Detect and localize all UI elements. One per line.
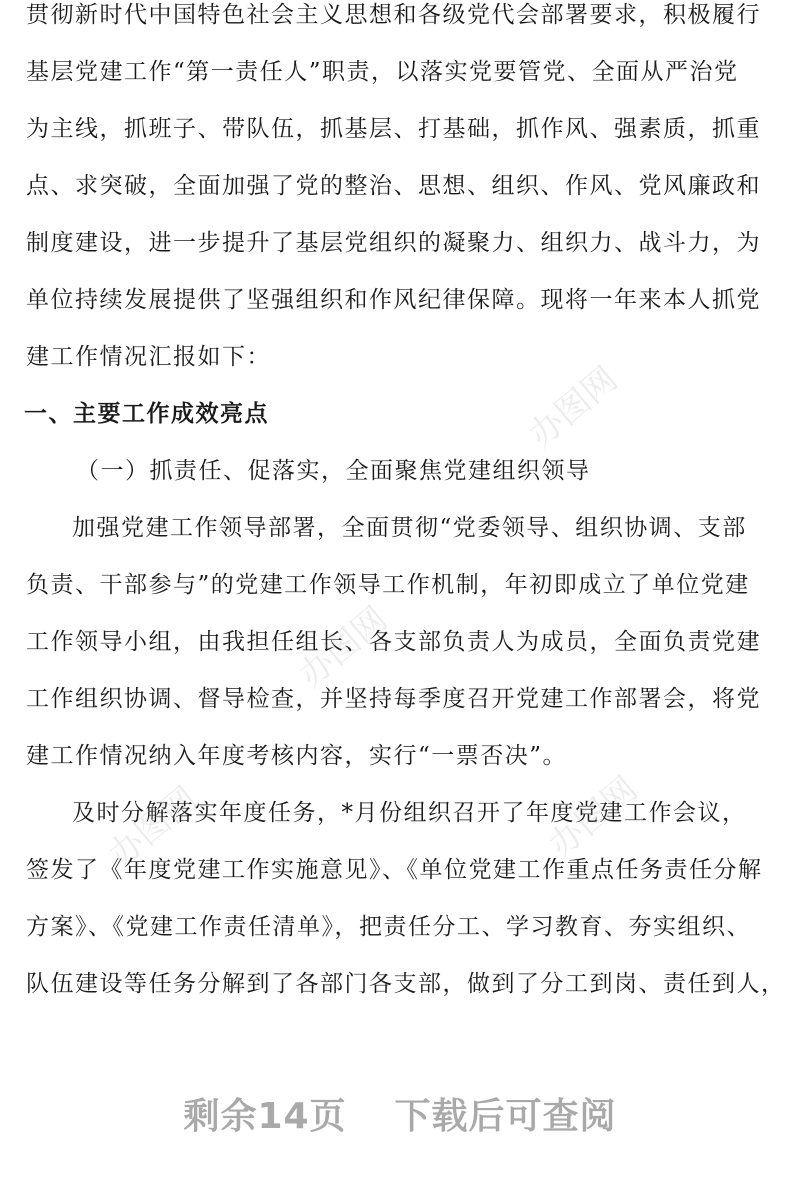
paragraph-line: 建工作情况汇报如下： — [26, 344, 271, 370]
paragraph-line: 贯彻新时代中国特色社会主义思想和各级党代会部署要求，积极履行 — [26, 2, 761, 28]
watermark-text: 办图网 — [541, 769, 646, 866]
paragraph-line: 制度建设，进一步提升了基层党组织的凝聚力、组织力、战斗力，为 — [26, 230, 761, 256]
paragraph-line: 及时分解落实年度任务，*月份组织召开了年度党建工作会议， — [72, 800, 747, 826]
download-to-view-label: 下载后可查阅 — [394, 1096, 617, 1137]
paragraph-line: 队伍建设等任务分解到了各部门各支部，做到了分工到岗、责任到人， — [26, 971, 786, 997]
paragraph-line: 为主线，抓班子、带队伍，抓基层、打基础，抓作风、强素质，抓重 — [26, 116, 761, 142]
paragraph-line: 方案》、《党建工作责任清单》，把责任分工、学习教育、夯实组织、 — [26, 914, 751, 940]
watermark-text: 办图网 — [521, 359, 626, 456]
paragraph-line: 单位持续发展提供了坚强组织和作风纪律保障。现将一年来本人抓党 — [26, 287, 761, 313]
paragraph-line: 负责、干部参与”的党建工作领导工作机制，年初即成立了单位党建 — [26, 572, 750, 598]
subsection-heading: （一）抓责任、促落实，全面聚焦党建组织领导 — [76, 458, 591, 484]
paragraph-line: 工作领导小组，由我担任组长、各支部负责人为成员，全面负责党建 — [26, 629, 761, 655]
watermark-text: 办图网 — [291, 599, 396, 696]
section-heading: 一、主要工作成效亮点 — [24, 400, 269, 427]
watermark-text: 办图网 — [101, 779, 206, 876]
paragraph-line: 加强党建工作领导部署，全面贯彻“党委领导、组织协调、支部 — [72, 515, 747, 541]
paragraph-line: 签发了《年度党建工作实施意见》、《单位党建工作重点任务责任分解 — [26, 857, 763, 883]
paragraph-line: 点、求突破，全面加强了党的整治、思想、组织、作风、党风廉政和 — [26, 173, 761, 199]
paragraph-line: 基层党建工作“第一责任人”职责，以落实党要管党、全面从严治党 — [26, 59, 739, 85]
remaining-pages-label: 剩余14页 — [183, 1096, 347, 1137]
paragraph-line: 建工作情况纳入年度考核内容，实行“一票否决”。 — [26, 743, 568, 769]
download-notice[interactable] — [0, 1088, 800, 1139]
paragraph-line: 工作组织协调、督导检查，并坚持每季度召开党建工作部署会，将党 — [26, 686, 761, 712]
